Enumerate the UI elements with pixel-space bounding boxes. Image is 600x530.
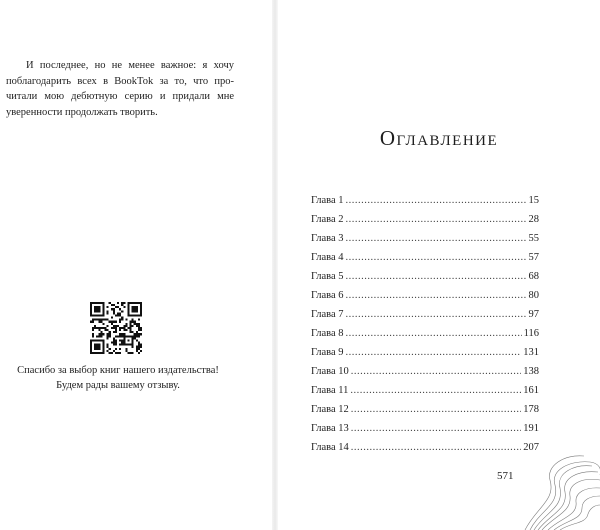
ack-line: поблагодарить всех в BookTok за то, что про- <box>6 75 234 87</box>
toc-page-number: 116 <box>523 328 539 339</box>
toc-page-number: 55 <box>528 233 539 244</box>
toc-leader-dots <box>346 191 527 210</box>
page-number: 571 <box>497 470 514 482</box>
toc-chapter-label: Глава 2 <box>311 214 344 225</box>
toc-page-number: 80 <box>528 290 539 301</box>
toc-entry <box>311 229 539 248</box>
toc-page-number: 191 <box>523 423 539 434</box>
toc-leader-dots <box>346 248 527 267</box>
qr-code-icon[interactable] <box>90 302 142 354</box>
toc-page-number: 131 <box>523 347 539 358</box>
toc-chapter-label: Глава 12 <box>311 404 349 415</box>
toc-chapter-label: Глава 13 <box>311 423 349 434</box>
toc-leader-dots <box>346 343 522 362</box>
toc-entry <box>311 324 539 343</box>
toc-chapter-label: Глава 11 <box>311 385 349 396</box>
toc-entry <box>311 305 539 324</box>
toc-title: Оглавление <box>379 126 499 150</box>
toc-chapter-label: Глава 1 <box>311 195 344 206</box>
toc-chapter-label: Глава 8 <box>311 328 344 339</box>
acknowledgement-text <box>6 58 234 120</box>
toc-leader-dots <box>346 229 527 248</box>
toc-page-number: 57 <box>528 252 539 263</box>
toc-entry <box>311 381 539 400</box>
toc-chapter-label: Глава 6 <box>311 290 344 301</box>
toc-leader-dots <box>351 400 521 419</box>
toc-leader-dots <box>350 381 521 400</box>
toc-entry <box>311 438 539 457</box>
toc-entry <box>311 343 539 362</box>
toc-leader-dots <box>351 419 521 438</box>
toc-leader-dots <box>346 324 522 343</box>
toc-chapter-label: Глава 3 <box>311 233 344 244</box>
smoke-swirl-icon <box>520 430 600 530</box>
toc-entry <box>311 267 539 286</box>
toc-entry <box>311 362 539 381</box>
thanks-line: Спасибо за выбор книг нашего издательства! <box>17 365 219 376</box>
toc-chapter-label: Глава 14 <box>311 442 349 453</box>
toc-leader-dots <box>346 305 527 324</box>
thanks-line: Будем рады вашему отзыву. <box>56 380 180 391</box>
toc-entry <box>311 248 539 267</box>
toc-entry <box>311 191 539 210</box>
toc-page-number: 28 <box>528 214 539 225</box>
toc-chapter-label: Глава 7 <box>311 309 344 320</box>
toc-entry <box>311 419 539 438</box>
toc-leader-dots <box>346 286 527 305</box>
toc-entry <box>311 210 539 229</box>
toc-chapter-label: Глава 5 <box>311 271 344 282</box>
toc-chapter-label: Глава 9 <box>311 347 344 358</box>
toc-entry <box>311 286 539 305</box>
toc-leader-dots <box>351 438 521 457</box>
ack-line: читали мою дебютную серию и придали мне <box>6 91 234 102</box>
qr-code-graphic <box>90 302 142 354</box>
ack-line: И последнее, но не менее важное: я хочу <box>26 60 234 71</box>
toc-chapter-label: Глава 4 <box>311 252 344 263</box>
toc-page-number: 15 <box>528 195 539 206</box>
thanks-message <box>0 363 236 393</box>
toc-page-number: 178 <box>523 404 539 415</box>
toc-leader-dots <box>346 210 527 229</box>
toc-page-number: 207 <box>523 442 539 453</box>
toc-chapter-label: Глава 10 <box>311 366 349 377</box>
toc-page-number: 161 <box>523 385 539 396</box>
toc-page-number: 68 <box>528 271 539 282</box>
table-of-contents <box>311 191 539 457</box>
toc-entry <box>311 400 539 419</box>
ack-line: уверенности продолжать творить. <box>6 106 158 118</box>
toc-leader-dots <box>346 267 527 286</box>
toc-leader-dots <box>351 362 521 381</box>
toc-page-number: 97 <box>528 309 539 320</box>
toc-page-number: 138 <box>523 366 539 377</box>
